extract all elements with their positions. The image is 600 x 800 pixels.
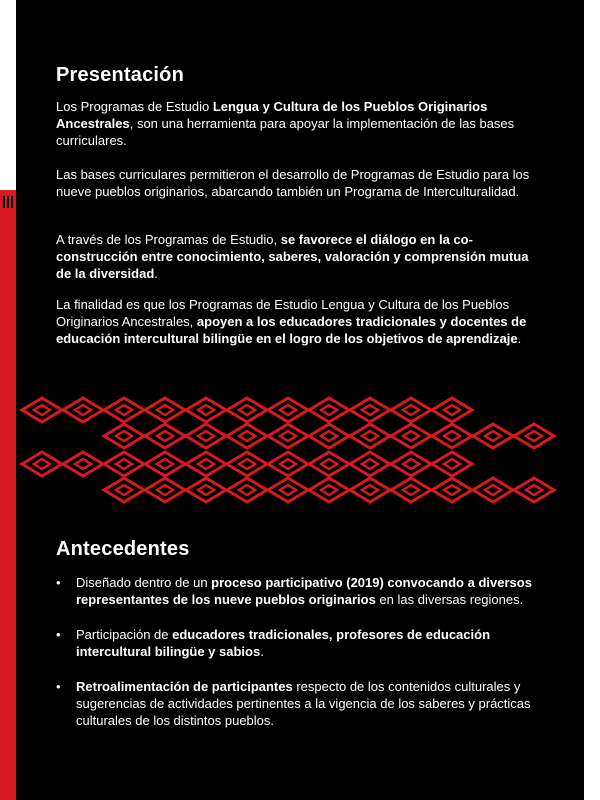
diamond-motif-icon bbox=[350, 424, 390, 448]
diamond-motif-icon bbox=[350, 398, 390, 422]
diamond-motif-icon bbox=[186, 398, 226, 422]
antecedentes-item-text bbox=[76, 575, 532, 607]
diamond-motif-icon bbox=[227, 452, 267, 476]
strip-tick-mark bbox=[11, 196, 13, 208]
diamond-motif-icon bbox=[268, 398, 308, 422]
diamond-motif-icon bbox=[391, 478, 431, 502]
text-segment: , son una herramienta para apoyar la implementación de las bases curriculares. bbox=[56, 116, 515, 148]
diamond-motif-icon bbox=[473, 424, 513, 448]
antecedentes-list bbox=[56, 574, 556, 747]
presentacion-paragraph-4 bbox=[56, 296, 546, 347]
document-page bbox=[16, 0, 584, 800]
diamond-motif-icon bbox=[309, 398, 349, 422]
diamond-motif-icon bbox=[104, 424, 144, 448]
bold-text-segment: Retroalimentación de participantes bbox=[76, 679, 293, 694]
diamond-motif-icon bbox=[186, 452, 226, 476]
left-accent-strip bbox=[0, 190, 16, 800]
bold-text-segment: Lengua y Cultura de los Pueblos Originarios Ancestrales bbox=[56, 99, 488, 131]
bold-text-segment: se favorece el diálogo en la co-construcción entre conocimiento, saberes, valoración y comprensión mutua de la diversidad bbox=[56, 232, 529, 281]
diamond-motif-icon bbox=[227, 398, 267, 422]
bullet-icon: • bbox=[56, 679, 61, 694]
presentacion-heading: Presentación bbox=[56, 64, 185, 86]
antecedentes-item bbox=[56, 626, 556, 660]
diamond-motif-icon bbox=[350, 452, 390, 476]
diamond-motif-icon bbox=[227, 478, 267, 502]
diamond-motif-icon bbox=[63, 398, 103, 422]
bold-text-segment: educadores tradicionales, profesores de educación intercultural bilingüe y sabios bbox=[76, 627, 491, 659]
diamond-motif-icon bbox=[391, 424, 431, 448]
diamond-motif-icon bbox=[309, 478, 349, 502]
diamond-motif-icon bbox=[145, 398, 185, 422]
bold-text-segment: proceso participativo (2019) convocando a diversos representantes de los nueve pueblos originarios bbox=[76, 575, 532, 607]
text-segment: . bbox=[260, 644, 264, 659]
diamond-motif-icon bbox=[145, 452, 185, 476]
presentacion-paragraph-2 bbox=[56, 166, 546, 200]
diamond-motif-icon bbox=[63, 452, 103, 476]
diamond-motif-icon bbox=[22, 452, 62, 476]
diamond-motif-icon bbox=[391, 452, 431, 476]
diamond-motif-icon bbox=[432, 424, 472, 448]
bullet-icon: • bbox=[56, 627, 61, 642]
diamond-weave-pattern-icon bbox=[16, 392, 584, 504]
text-segment: A través de los Programas de Estudio, bbox=[56, 232, 281, 247]
text-segment: respecto de los contenidos culturales y sugerencias de actividades pertinentes a la vigencia de los saberes y prácticas culturales de los distintos pueblos. bbox=[76, 679, 531, 728]
bullet-icon: • bbox=[56, 575, 61, 590]
text-segment: Los Programas de Estudio bbox=[56, 99, 213, 114]
diamond-motif-icon bbox=[186, 478, 226, 502]
text-segment: Participación de bbox=[76, 627, 173, 642]
antecedentes-item bbox=[56, 678, 556, 729]
text-segment: . bbox=[154, 266, 158, 281]
diamond-motif-icon bbox=[145, 424, 185, 448]
diamond-motif-icon bbox=[104, 398, 144, 422]
antecedentes-item-text bbox=[76, 679, 531, 728]
diamond-motif-icon bbox=[391, 398, 431, 422]
presentacion-paragraph-3 bbox=[56, 231, 546, 282]
diamond-motif-icon bbox=[309, 452, 349, 476]
antecedentes-item bbox=[56, 574, 556, 608]
diamond-motif-icon bbox=[268, 452, 308, 476]
diamond-motif-icon bbox=[432, 478, 472, 502]
text-segment: La finalidad es que los Programas de Estudio Lengua y Cultura de los Pueblos Originarios Ancestrales, bbox=[56, 297, 510, 329]
diamond-motif-icon bbox=[309, 424, 349, 448]
strip-tick-mark bbox=[7, 196, 9, 208]
diamond-motif-icon bbox=[514, 478, 554, 502]
diamond-motif-icon bbox=[350, 478, 390, 502]
strip-tick-mark bbox=[3, 196, 5, 208]
text-segment: Las bases curriculares permitieron el desarrollo de Programas de Estudio para los nueve pueblos originarios, abarcando también un Programa de Interculturalidad. bbox=[56, 167, 530, 199]
diamond-motif-icon bbox=[22, 398, 62, 422]
text-segment: . bbox=[517, 331, 522, 346]
diamond-motif-icon bbox=[514, 424, 554, 448]
diamond-motif-icon bbox=[186, 424, 226, 448]
antecedentes-item-text bbox=[76, 627, 490, 659]
presentacion-paragraph-1 bbox=[56, 98, 546, 149]
diamond-motif-icon bbox=[268, 478, 308, 502]
antecedentes-heading: Antecedentes bbox=[56, 538, 190, 560]
bold-text-segment: apoyen a los educadores tradicionales y docentes de educación intercultural bilingüe en el logro de los objetivos de aprendizaje bbox=[56, 314, 527, 346]
diamond-motif-icon bbox=[432, 452, 472, 476]
diamond-motif-icon bbox=[104, 478, 144, 502]
diamond-motif-icon bbox=[145, 478, 185, 502]
text-segment: en las diversas regiones. bbox=[375, 592, 524, 607]
diamond-motif-icon bbox=[473, 478, 513, 502]
text-segment: Diseñado dentro de un bbox=[76, 575, 212, 590]
diamond-motif-icon bbox=[227, 424, 267, 448]
diamond-motif-icon bbox=[104, 452, 144, 476]
diamond-motif-icon bbox=[268, 424, 308, 448]
diamond-motif-icon bbox=[432, 398, 472, 422]
